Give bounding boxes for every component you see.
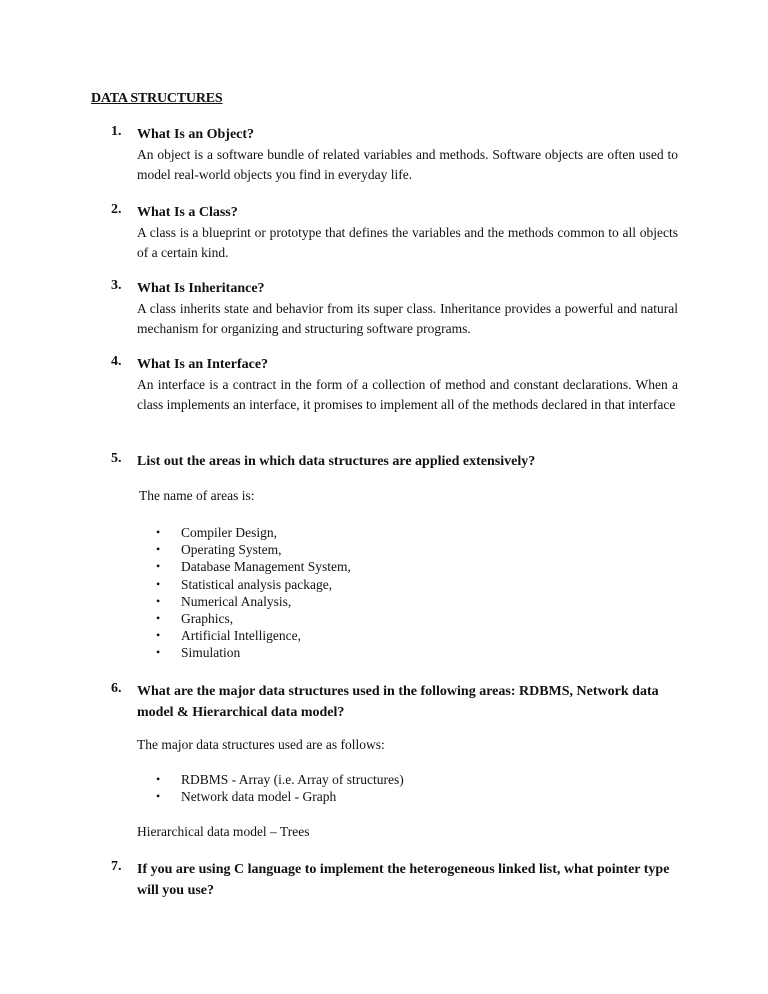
structures-intro: The major data structures used are as follows: [137, 737, 385, 752]
question-number: 4. [111, 354, 122, 369]
bullet-icon: • [156, 525, 161, 539]
question-number: 5. [111, 451, 122, 466]
list-item: • Compiler Design, [156, 525, 277, 540]
question-answer: A class is a blueprint or prototype that defines the variables and the methods common to all objects of a certain kind. [137, 225, 678, 260]
document-title: DATA STRUCTURES [91, 91, 223, 106]
bullet-icon: • [156, 645, 161, 660]
question-number: 2. [111, 202, 122, 217]
bullet-icon: • [156, 576, 161, 591]
question-number: 7. [111, 859, 122, 874]
question-answer: An interface is a contract in the form of a collection of method and constant declarations. When a class implements an interface, it promises to implement all of the methods declared in that interface [137, 377, 678, 412]
list-item: • Operating System, [156, 542, 282, 558]
question-heading: If you are using C language to implement the heterogeneous linked list, what pointer type will you use? [137, 862, 670, 898]
question-answer: An object is a software bundle of related variables and methods. Software objects are often used to model real-world objects you find in everyday life. [137, 147, 678, 182]
list-item: • Database Management System, [156, 559, 351, 575]
question-5 [111, 451, 678, 472]
question-heading: What Is an Interface? [137, 357, 269, 372]
question-4 [111, 354, 678, 415]
question-number: 3. [111, 278, 122, 293]
question-6 [111, 681, 678, 723]
bullet-icon: • [156, 593, 161, 608]
question-heading: What Is an Object? [137, 127, 255, 142]
question-answer: A class inherits state and behavior from its super class. Inheritance provides a powerful and natural mechanism for organizing and structuring software programs. [137, 301, 678, 336]
list-item: • Simulation [156, 645, 241, 661]
question-7 [111, 859, 678, 901]
list-item: • RDBMS - Array (i.e. Array of structures) [156, 772, 404, 787]
bullet-icon: • [156, 628, 161, 643]
question-heading: What Is a Class? [137, 205, 238, 220]
areas-intro: The name of areas is: [139, 488, 255, 503]
structures-list [156, 771, 404, 805]
question-heading: What are the major data structures used in the following areas: RDBMS, Network data model & Hierarchical data model? [137, 684, 659, 720]
bullet-icon: • [156, 559, 161, 574]
list-item: • Numerical Analysis, [156, 593, 292, 609]
bullet-icon: • [156, 542, 161, 557]
bullet-icon: • [156, 789, 161, 804]
bullet-icon: • [156, 611, 161, 626]
list-item: • Statistical analysis package, [156, 576, 333, 592]
areas-list [156, 524, 351, 662]
question-heading: What Is Inheritance? [137, 281, 265, 296]
list-item: • Network data model - Graph [156, 789, 337, 805]
question-2 [111, 202, 678, 263]
question-3 [111, 278, 678, 339]
question-heading: List out the areas in which data structures are applied extensively? [137, 454, 536, 469]
list-item: • Artificial Intelligence, [156, 628, 301, 644]
question-1 [111, 124, 678, 185]
question-number: 6. [111, 681, 122, 696]
structures-outro: Hierarchical data model – Trees [137, 824, 310, 839]
list-item: • Graphics, [156, 611, 234, 627]
bullet-icon: • [156, 772, 161, 786]
question-number: 1. [111, 124, 122, 139]
